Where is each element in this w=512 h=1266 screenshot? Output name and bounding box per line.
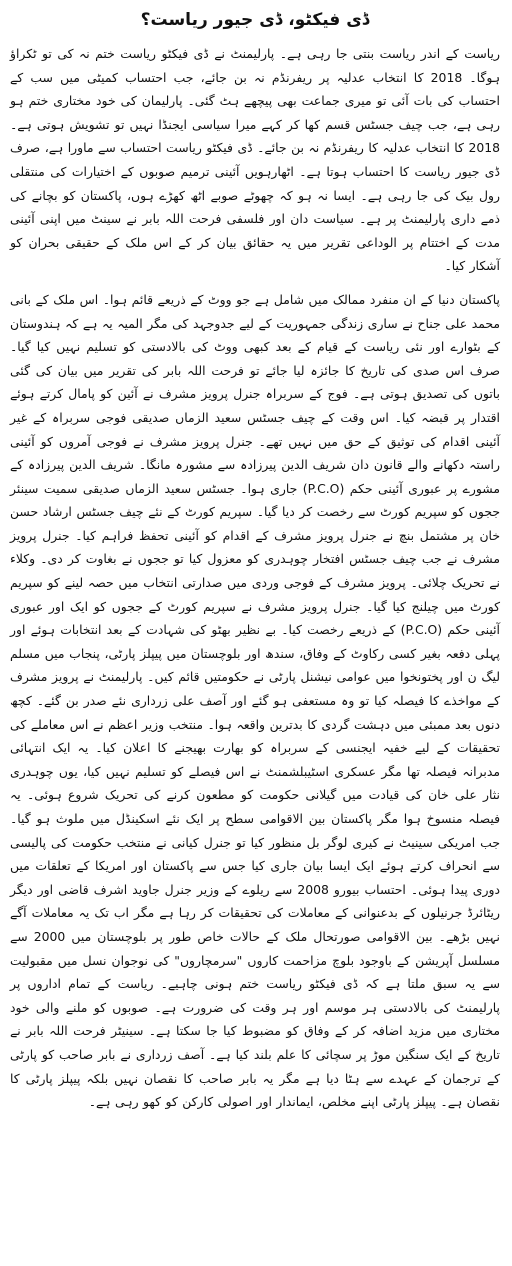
article-headline: ڈی فیکٹو، ڈی جیور ریاست؟	[140, 10, 370, 30]
article-paragraph-1: ریاست کے اندر ریاست بنتی جا رہی ہے۔ پارلیمنٹ نے ڈی فیکٹو ریاست ختم نہ کی تو ٹکراؤ ہوگا۔ 2018 کا انتخاب عدلیہ پر ریفرنڈم نہ بن جائے، جب احتساب کمیٹی میں سب کے احتساب کی بات آئی تو میری جماعت بھی پیچھے ہٹ گئی۔ پارلیمان کی خود مختاری ختم ہو رہی ہے، جب چیف جسٹس قسم کھا کر کہے میرا سیاسی ایجنڈا نہیں تو تشویش ہوتی ہے۔ 2018 کا انتخاب عدلیہ کا ریفرنڈم نہ بن جائے۔ ڈی فیکٹو ریاست احتساب سے ماورا ہے، صرف ڈی جیور ریاست کا احتساب ہوتا ہے۔ اٹھارہویں آئینی ترمیم صوبوں کے اختیارات کی منتقلی رول بیک کی جا رہی ہے۔ ایسا نہ ہو کہ چھوٹے صوبے اٹھ کھڑے ہوں، پاکستان کو بچانے کی ذمے داری پارلیمنٹ پر ہے۔ سیاست دان اور فلسفی فرحت اللہ بابر نے سینٹ میں اپنی آئینی مدت کے اختتام پر الوداعی تقریر میں یہ حقائق بیان کر کے اس ملک کے حقیقی بحران کو آشکار کیا۔	[10, 46, 500, 274]
article-paragraph-2: پاکستان دنیا کے ان منفرد ممالک میں شامل ہے جو ووٹ کے ذریعے قائم ہوا۔ اس ملک کے بانی محمد علی جناح نے ساری زندگی جمہوریت کے لیے جدوجہد کی مگر المیہ یہ ہے کہ ہندوستان کے بٹوارے اور نئی ریاست کے قیام کے بعد کبھی ووٹ کی بالادستی کو تسلیم نہیں کیا گیا۔ صرف اس صدی کی تاریخ کا جائزہ لیا جائے تو فرحت اللہ بابر کی تقریر میں بیان کی گئی باتوں کی تصدیق ہوتی ہے۔ فوج کے سربراہ جنرل پرویز مشرف نے آئین کو پامال کرتے ہوئے اقتدار پر قبضہ کیا۔ اس وقت کے چیف جسٹس سعید الزماں صدیقی فوجی سربراہ کے غیر آئینی اقدام کی توثیق کے حق میں نہیں تھے۔ جنرل پرویز مشرف نے فوجی آمروں کو آئینی راستہ دکھانے والے قانون دان شریف الدین پیرزادہ سے مشورہ مانگا۔ شریف الدین پیرزادہ کے مشورے پر عبوری آئینی حکم (P.C.O) جاری ہوا۔ جسٹس سعید الزماں صدیقی سمیت سینئر ججوں کو سپریم کورٹ سے رخصت کر دیا گیا۔ سپریم کورٹ کے نئے چیف جسٹس ارشاد حسن خان پر مشتمل بنچ نے جنرل پرویز مشرف کے اقدام کو آئینی تحفظ فراہم کیا۔ جنرل پرویز مشرف نے جب چیف جسٹس افتخار چوہدری کو معزول کیا تو ججوں نے بغاوت کر دی۔ وکلاء نے تحریک چلائی۔ پرویز مشرف کے فوجی وردی میں صدارتی انتخاب میں حصہ لینے کو سپریم کورٹ میں چیلنج کیا گیا۔ جنرل پرویز مشرف نے سپریم کورٹ کے ججوں کو ایک اور عبوری آئینی حکم (P.C.O) کے ذریعے رخصت کیا۔ بے نظیر بھٹو کی شہادت کے بعد انتخابات ہوئے اور پہلی دفعہ بغیر کسی رکاوٹ کے وفاق، سندھ اور بلوچستان میں پیپلز پارٹی، پنجاب میں مسلم لیگ ن اور پختونخوا میں عوامی نیشنل پارٹی نے حکومتیں قائم کیں۔ پارلیمنٹ نے پرویز مشرف کے مواخذے کا فیصلہ کیا تو وہ مستعفی ہو گئے اور آصف علی زرداری نئے صدر بن گئے۔ کچھ دنوں بعد ممبئی میں دہشت گردی کا بدترین واقعہ ہوا۔ منتخب وزیر اعظم نے اس معاملے کی تحقیقات کے لیے خفیہ ایجنسی کے سربراہ کو بھارت بھیجنے کا اعلان کیا۔ یہ ایک انتہائی مدبرانہ فیصلہ تھا مگر عسکری اسٹیبلشمنٹ نے اس فیصلے کو تسلیم نہیں کیا، یوں چوہدری نثار علی خان کی قیادت میں گیلانی حکومت کو مطعون کرنے کی تحریک شروع ہوئی۔ یہ فیصلہ منسوخ ہوا مگر پاکستان بین الاقوامی سطح پر ایک نئے اسکینڈل میں ملوث ہو گیا۔ جب امریکی سینیٹ نے کیری لوگر بل منظور کیا تو جنرل کیانی نے منتخب حکومت کی پالیسی سے انحراف کرتے ہوئے ایک ایسا بیان جاری کیا جس سے پاکستان اور امریکا کے تعلقات میں دوری پیدا ہوئی۔ احتساب بیورو 2008 سے ریلوے کے وزیر جنرل جاوید اشرف قاضی اور دیگر ریٹائرڈ جرنیلوں کے بدعنوانی کے معاملات کی تحقیقات کر رہا ہے مگر اب تک یہ معاملات آگے نہیں بڑھے۔ بین الاقوامی صورتحال ملک کے حالات خاص طور پر بلوچستان میں 2000 سے مسلسل آپریشن کے باوجود بلوچ مزاحمت کاروں "سرمچاروں" کی نوجوان نسل میں مقبولیت سے یہ سبق ملتا ہے کہ ڈی فیکٹو ریاست ختم ہونی چاہیے۔ ریاست کے تمام اداروں پر پارلیمنٹ کی بالادستی ہر موسم اور ہر وقت کی ضرورت ہے۔ صوبوں کو ملنے والی خود مختاری میں مزید اضافہ کر کے وفاق کو مضبوط کیا جا سکتا ہے۔ سینیٹر فرحت اللہ بابر نے تاریخ کے ایک سنگین موڑ پر سچائی کا علم بلند کیا ہے۔ آصف زرداری نے بابر صاحب کو پارٹی کے ترجمان کے عہدے سے ہٹا دیا ہے مگر یہ بابر صاحب کا نقصان نہیں بلکہ پیپلز پارٹی کا نقصان ہے۔ پیپلز پارٹی اپنے مخلص، ایماندار اور اصولی کارکن کو کھو رہی ہے۔	[10, 291, 500, 1110]
